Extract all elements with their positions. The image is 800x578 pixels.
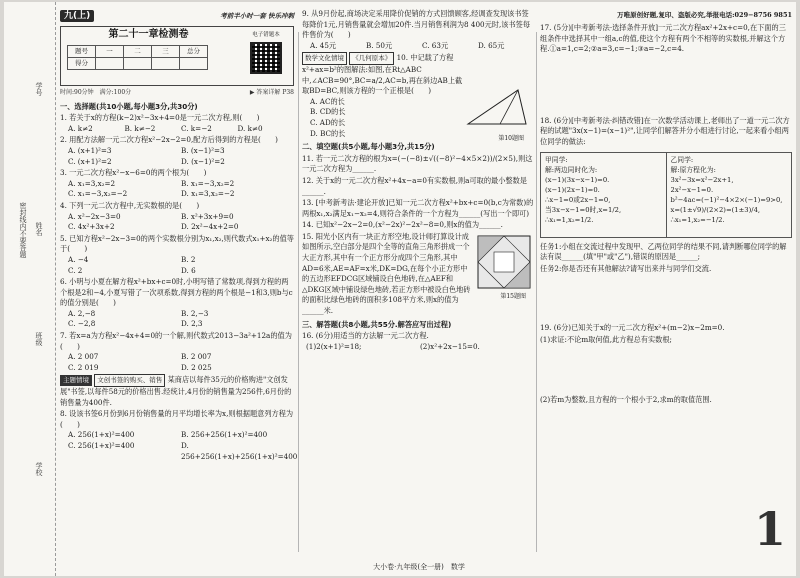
option[interactable]: A. AC的长 (310, 96, 345, 106)
option[interactable]: A. 45元 (310, 40, 337, 50)
option[interactable]: C. 256(1+x)²=400 (68, 441, 135, 450)
section-title: 三、解答题(共8小题,共55分.解答应写出过程) (302, 319, 452, 329)
question-6 (60, 277, 294, 330)
question-5 (60, 234, 294, 276)
solution-line: 解:原方程化为: (670, 165, 716, 174)
theme-tag: 主题情境 (60, 375, 92, 386)
question-18: 18. (6分)[中考新考法·纠错改错]在一次数学活动课上,老师出了一道一元二次方程的试题"3x(x−1)=(x−1)²",让同学们解答并分小组进行讨论,一起来看小组两位同学的做法: (540, 115, 790, 146)
qr-block (241, 30, 291, 75)
option[interactable]: C. 2 019 (68, 362, 99, 372)
binding-label-school: 学校 (35, 462, 43, 476)
option[interactable]: C. x₁=−3,x₂=−2 (68, 189, 128, 199)
option[interactable]: D. x₁=3,x₂=−2 (181, 189, 235, 199)
time-row (60, 88, 294, 99)
binding-label-number: 学号 (35, 82, 43, 96)
question-stem: 5. 已知方程x²−2x−3=0的两个实数根分别为x₁,x₂,则代数式x₁+x₂的值等于( ) (60, 233, 294, 254)
option[interactable]: C. −2,8 (68, 319, 96, 329)
section-title: 二、填空题(共5小题,每小题3分,共15分) (302, 142, 435, 152)
question-13: 13. [中考新考法·建论开放]已知一元二次方程x²+bx+c=0(b,c为常数)的两根x₁,x₂满足x₁−x₂=4,则符合条件的一个方程为______(写出一个即可) (302, 198, 534, 218)
question-8 (60, 409, 298, 462)
page-number: 1 (753, 502, 786, 556)
options (60, 255, 294, 276)
score-cell[interactable] (124, 58, 152, 70)
solution-line: (x−1)(2x−1)=0. (545, 185, 600, 194)
question-19: 19. (6分)已知关于x的一元二次方程x²+(m−2)x−2m=0. (540, 323, 725, 333)
option[interactable]: D. 2x²−4x+2=0 (181, 222, 239, 232)
option[interactable]: A. 2 007 (68, 352, 99, 362)
culture-tag: 数学文化情境 (302, 52, 347, 65)
question-stem: 7. 若x=a为方程x²−4x+4=0的一个解,则代数式2013−3a²+12a的值为( ) (60, 331, 292, 351)
answer-ref: ▶ 答案详解 P38 (249, 89, 294, 96)
student-solutions (540, 152, 792, 238)
question-stem: 1. 若关于x的方程(k−2)x²−3x+4=0是一元二次方程,则( ) (60, 113, 260, 123)
column-divider (536, 32, 537, 552)
page-title: 第二十一章检测卷 (108, 29, 189, 40)
question-9 (302, 9, 534, 51)
option[interactable]: B. x²+3x+9=0 (181, 211, 234, 221)
binding-strip (4, 2, 56, 576)
option[interactable]: B. CD的长 (310, 107, 346, 117)
solution-line: ∴x−1=0或2x−1=0, (545, 195, 611, 204)
option[interactable]: B. 50元 (366, 40, 393, 50)
triangle-figure-10 (464, 86, 530, 132)
option[interactable]: D. 2,3 (181, 319, 203, 329)
solution-line: 3x²−3x=x²−2x+1, (670, 175, 734, 184)
score-header: 三 (152, 46, 180, 58)
task-2: 任务2:你是否还有其他解法?请写出来并与同学们交流. (540, 263, 712, 273)
sub-question: (1)求证:不论m取何值,此方程总有实数根; (540, 334, 672, 344)
question-stem: 2. 用配方法解一元二次方程x²−2x−2=0,配方后得到的方程是( ) (60, 135, 278, 145)
solution-line: ∴x₁=1,x₂=−1/2. (670, 215, 725, 224)
solution-yi (666, 153, 792, 237)
solution-line: ∴x₁=1,x₂=1/2. (545, 215, 594, 224)
score-header: 总分 (180, 46, 208, 58)
question-17: 17. (5分)[中考新考法·选择条件开放]一元二次方程ax²+2x+c=0,在下面的三组条件中选择其中一组a,c的值,使这个方程有两个不相等的实数根,并解这个方程.①a=1,c=2;②a=3,c=−1;③a=−2,c=4. (540, 23, 786, 54)
binding-cut-note: 密封线内不要答题 (19, 202, 27, 258)
binding-label-class: 班级 (35, 332, 43, 346)
score-table (67, 45, 208, 70)
question-stem: 10. 中记载了方程x²+ax=b²的图解法:如图,在Rt△ABC中,∠ACB=90°,BC=a/2,AC=b,再在斜边AB上截取BD=BC,则该方程的一个正根是( ) (302, 53, 463, 96)
option[interactable]: C. AD的长 (310, 117, 346, 127)
option[interactable]: A. x₁=3,x₂=2 (68, 178, 116, 188)
title-box (60, 26, 294, 86)
option[interactable]: D. 65元 (478, 40, 505, 50)
option[interactable]: A. 2,−8 (68, 308, 96, 318)
score-cell[interactable] (180, 58, 208, 70)
option[interactable]: B. k≠−2 (124, 123, 156, 133)
exam-sheet (4, 2, 796, 576)
option[interactable]: D. 6 (181, 265, 196, 275)
solution-line: 解:两边同时化为: (545, 165, 598, 174)
option[interactable]: A. 256(1+x)²=400 (68, 430, 135, 440)
column-left (60, 8, 298, 462)
options (60, 124, 294, 135)
theme-text: 某商店以每件35元的价格购进"文创发展"书签,以每件58元的价格出售.经统计,4月份的销售量为256件,6月份的销售量为400件. (60, 375, 292, 407)
time-info: 时间:90分钟 满分:100分 (60, 89, 132, 96)
score-row-label: 得分 (68, 58, 96, 70)
question-16 (302, 331, 534, 352)
column-divider (298, 32, 299, 552)
options (60, 212, 294, 233)
question-stem: 15. 阳光小区内有一块正方形空地,设计师打算设计成如图所示,空白部分是四个全等的直角三角形拼成一个大正方形,其中有一个正方形分成四个三角形,其中AD=6米,AE=AF=x米,DK=DG,在每个小正方形中的五边形EFDCG区域铺设白色地砖,在△AEF和△DKG区域中铺设绿色地砖,若正方形中被设白色地砖的面积比绿色地砖的面积多108平方米,则x的值为______米. (302, 231, 471, 316)
option[interactable]: A. k≠2 (68, 123, 93, 133)
question-stem: 6. 小明与小夏在解方程x²+bx+c=0时,小明写错了常数项,得到方程的两个根是2和−4,小夏写错了一次项系数,得到方程的两个根是−1和3,则b与c的值分别是( ) (60, 277, 293, 308)
score-cell[interactable] (96, 58, 124, 70)
question-stem: 8. 设该书签6月份到6月份销售量的月平均增长率为x,则根据题意列方程为( ) (60, 409, 294, 429)
question-stem: 16. (6分)用适当的方法解一元二次方程. (302, 331, 429, 341)
score-header: 一 (96, 46, 124, 58)
options (60, 179, 294, 200)
column-middle (302, 8, 534, 352)
sub-question: (1)2(x+1)²=18; (306, 341, 362, 351)
question-11: 11. 若一元二次方程的根为x=(−(−8)±√((−8)²−4×5×2))/(2×5),则这一元二次方程为______. (302, 153, 533, 174)
sub-question: (2)x²+2x−15=0. (420, 341, 480, 351)
option[interactable]: C. k=−2 (181, 123, 212, 133)
option[interactable]: D. k≠0 (237, 123, 263, 133)
header-slogan: 考前半小时一套 快乐冲刺 (220, 11, 294, 20)
qr-code-icon[interactable] (250, 42, 282, 74)
section-title: 一、选择题(共10小题,每小题3分,共30分) (60, 101, 198, 111)
question-stem: 9. 从9月份起,商场决定采用降价促销的方式回馈顾客,经调查发现该书签每降价1元,月销售量就会增加20件.当月销售利润为8 400元时,该书签每件售价为( ) (302, 9, 531, 40)
question-stem: 4. 下列一元二次方程中,无实数根的是( ) (60, 200, 200, 210)
option[interactable]: A. x²−2x−3=0 (68, 211, 121, 221)
option[interactable]: C. (x+1)²=2 (68, 156, 112, 166)
figure-caption: 第10题图 (498, 135, 524, 143)
theme-label: 文创书签的购买、销售 (94, 374, 165, 387)
solution-line: 2x²−x−1=0. (670, 185, 714, 194)
binding-label-name: 姓名 (35, 222, 43, 236)
options (60, 146, 294, 167)
theme-context (60, 374, 294, 408)
column-right (540, 8, 792, 405)
question-2 (60, 135, 294, 167)
option[interactable]: C. 4x²+3x+2 (68, 222, 115, 232)
solution-jia (541, 153, 666, 237)
options (302, 41, 534, 52)
figure-caption: 第15题图 (500, 292, 526, 300)
grade-badge: 九(上) (60, 10, 94, 23)
question-12: 12. 关于x的一元二次方程x²+4x−a=0有实数根,则a可取的最小整数是______. (302, 175, 527, 196)
question-1 (60, 113, 294, 134)
score-cell[interactable] (152, 58, 180, 70)
option[interactable]: B. 256+256(1+x)²=400 (181, 430, 268, 440)
answer-space[interactable] (540, 55, 792, 115)
option[interactable]: D. 256+256(1+x)+256(1+x)²=400 (181, 441, 298, 461)
solution-line: x=(1±√9)/(2×2)=(1±3)/4, (670, 205, 761, 214)
question-7 (60, 331, 294, 373)
option[interactable]: D. 2 025 (181, 362, 212, 372)
option[interactable]: A. −4 (68, 254, 89, 264)
option[interactable]: C. 2 (68, 265, 83, 275)
book-tag: 《几何原本》 (349, 52, 394, 65)
anti-piracy-note: 万唯原创好题,复印、盗版必究,举报电话:029−8756 9851 (617, 11, 792, 19)
option[interactable]: B. 2 (181, 254, 196, 264)
question-3 (60, 168, 294, 200)
option[interactable]: B. 2 007 (181, 352, 212, 362)
solution-name: 乙同学: (670, 155, 694, 164)
qr-label: 电子错题本 (252, 32, 280, 38)
options (60, 430, 298, 462)
option[interactable]: D. (x−1)²=2 (181, 156, 225, 166)
sub-question: (2)若m为整数,且方程的一个根小于2,求m的取值范围. (540, 394, 712, 404)
option[interactable]: B. 2,−3 (181, 308, 209, 318)
question-4 (60, 201, 294, 233)
solution-name: 甲同学: (545, 155, 568, 164)
header-top (60, 8, 294, 24)
option[interactable]: B. x₁=−3,x₂=2 (181, 178, 235, 188)
question-14: 14. 已知x²−2x−2=0,(x²−2x)²−2x²−8=0,则x的值为______. (302, 220, 503, 230)
answer-space[interactable] (540, 274, 792, 322)
question-15 (302, 232, 534, 317)
question-10 (302, 52, 534, 143)
task-1: 任务1:小组在交流过程中发现甲、乙两位同学的结果不同,请判断哪位同学的解法有误______(填"甲"或"乙"),错误的原因是______; (540, 241, 787, 262)
footer: 大小卷·九年级(全一册) 数学 (373, 563, 465, 571)
score-header: 题号 (68, 46, 96, 58)
solution-line: 当3x−x−1=0时,x=1/2, (545, 205, 622, 214)
question-stem: 3. 一元二次方程x²−x−6=0的两个根为( ) (60, 168, 207, 178)
square-figure-15 (476, 234, 532, 290)
options (60, 352, 294, 373)
option[interactable]: D. BC的长 (310, 128, 346, 138)
answer-space[interactable] (540, 346, 792, 394)
option[interactable]: A. (x+1)²=3 (68, 145, 112, 155)
solution-line: b²−4ac=(−1)²−4×2×(−1)=9>0, (670, 195, 783, 204)
score-header: 二 (124, 46, 152, 58)
options (60, 309, 294, 330)
option[interactable]: C. 63元 (422, 40, 449, 50)
option[interactable]: B. (x−1)²=3 (181, 145, 225, 155)
solution-line: (x−1)(3x−x−1)=0. (545, 175, 610, 184)
